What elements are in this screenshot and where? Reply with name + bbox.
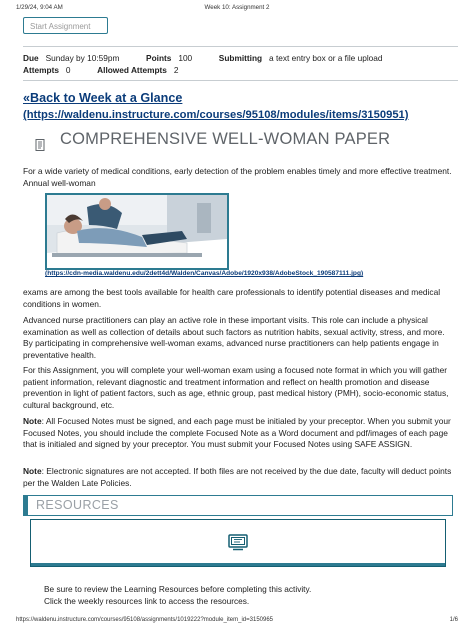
note-text: : All Focused Notes must be signed, and each page must be initialed by your preceptor. When you submit your Focused Notes, you should include the complete Focused Note as a Word document and pdf/images of each page that is initialed and signed by your preceptor. You must submit your Focused Notes using SAFE ASSIGN. [23,416,451,449]
print-url: https://waldenu.instructure.com/courses/95108/assignments/1019222?module_item_id=3150965 [16,617,273,623]
print-page-title: Week 10: Assignment 2 [204,4,270,11]
start-assignment-button[interactable]: Start Assignment [23,17,108,34]
back-to-week-link[interactable] [23,91,182,105]
exam-photo-illustration [47,195,227,268]
learning-resources-icon [228,534,248,551]
due-label: Due [23,53,39,63]
resources-note-1: Be sure to review the Learning Resources before completing this activity. [44,584,312,594]
due-value: Sunday by 10:59pm [45,53,120,63]
note-text: : Electronic signatures are not accepted. If both files are not received by the due date, faculty will deduct points per the Walden Late Policies. [23,466,452,488]
note-paragraph-2 [23,466,453,489]
attempts-label: Attempts [23,65,59,75]
points-label: Points [146,53,172,63]
note-label: Note [23,466,42,476]
double-chevron-left-icon: « [23,91,31,105]
resources-note-2: Click the weekly resources link to access the resources. [44,596,250,606]
print-footer [0,617,474,627]
attempts-value: 0 [65,65,71,75]
submitting-value: a text entry box or a file upload [269,53,383,63]
intro-paragraph: For a wide variety of medical conditions, early detection of the problem enables timely and more effective treatment. Annual well-woman [23,166,452,188]
document-icon [35,139,46,151]
resources-panel [30,519,446,567]
exam-photo [45,193,229,270]
print-datetime: 1/29/24, 9:04 AM [16,4,63,11]
divider [23,46,458,47]
back-link-url[interactable]: (https://waldenu.instructure.com/courses/95108/modules/items/3150951) [23,109,409,121]
note-paragraph-1 [23,416,453,451]
paragraph-1: exams are among the best tools available for health care professionals to identify potential diseases and medical conditions in women. [23,287,441,309]
submitting-label: Submitting [218,53,263,63]
assignment-details-row2 [23,65,178,75]
points-value: 100 [178,53,193,63]
print-page-number: 1/6 [449,617,458,623]
resources-panel-bar [31,563,445,566]
print-header [0,4,474,14]
resources-heading: RESOURCES [23,495,453,516]
assignment-details-row1 [23,53,383,63]
back-link-text: Back to Week at a Glance [30,91,183,105]
paragraph-3: For this Assignment, you will complete your well-woman exam using a focused note format in which you will gather patient information, relevant diagnostic and treatment information and reflect on health promotion and disease prevention in light of patient factors, such as age, ethnic group, past medical history (PMH), socio-economic status, cultural background, etc. [23,365,449,410]
page-title: COMPREHENSIVE WELL-WOMAN PAPER [60,130,391,148]
allowed-attempts-label: Allowed Attempts [97,65,167,75]
divider [23,80,458,81]
image-caption-link[interactable]: (https://cdn-media.waldenu.edu/2dett4d/Walden/Canvas/Adobe/1920x938/AdobeStock_190587111.jpg) [45,270,364,277]
paragraph-2: Advanced nurse practitioners can play an active role in these important visits. This role can include a physical examination as well as collection of details about such factors as nutrition habits, sexual activity, stress, and more. By participating in comprehensive well-woman exams, advanced nurse practitioners can help patients engage in preventative health. [23,315,445,360]
note-label: Note [23,416,42,426]
allowed-attempts-value: 2 [173,65,179,75]
